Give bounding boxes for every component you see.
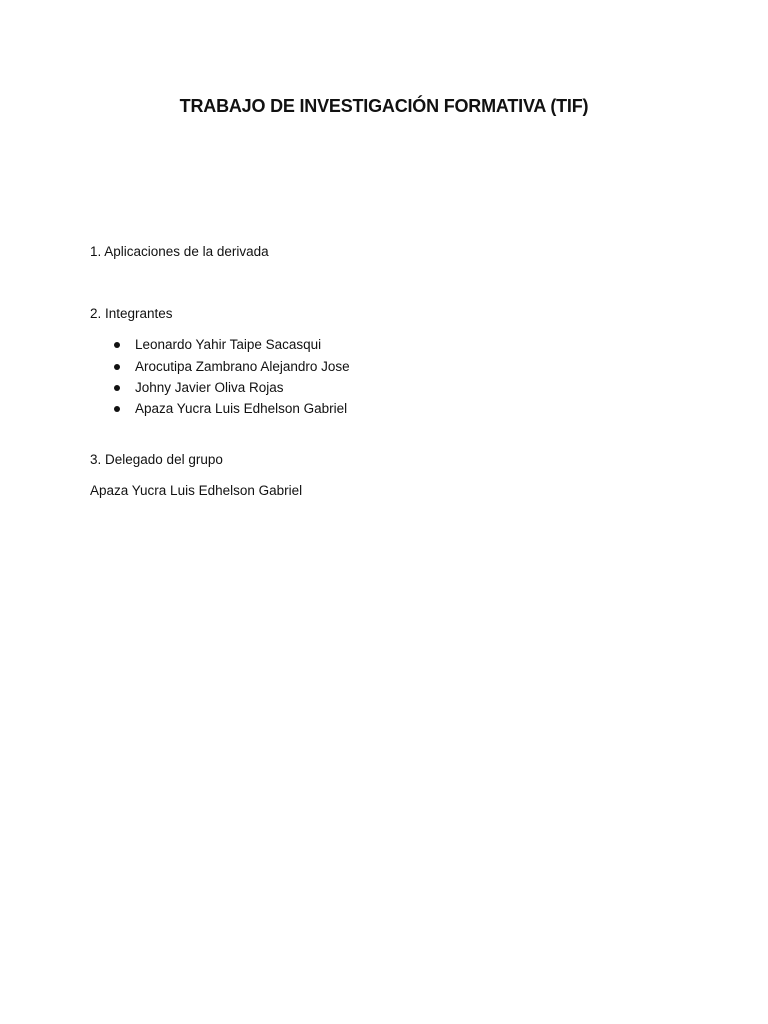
document-title: TRABAJO DE INVESTIGACIÓN FORMATIVA (TIF) xyxy=(179,96,589,116)
delegate-name: Apaza Yucra Luis Edhelson Gabriel xyxy=(90,483,303,498)
member-name: Arocutipa Zambrano Alejandro Jose xyxy=(135,359,350,374)
section-delegate-heading: 3. Delegado del grupo xyxy=(90,452,223,467)
list-item xyxy=(0,336,400,354)
list-item xyxy=(0,358,400,376)
member-name: Johny Javier Oliva Rojas xyxy=(135,380,284,395)
bullet-icon xyxy=(114,364,120,370)
bullet-icon xyxy=(114,406,120,412)
list-item xyxy=(0,400,400,418)
section-topic-heading: 1. Aplicaciones de la derivada xyxy=(90,244,269,259)
member-name: Leonardo Yahir Taipe Sacasqui xyxy=(135,337,322,352)
bullet-icon xyxy=(114,342,120,348)
bullet-icon xyxy=(114,385,120,391)
section-members-heading: 2. Integrantes xyxy=(90,306,173,321)
member-name: Apaza Yucra Luis Edhelson Gabriel xyxy=(135,401,348,416)
list-item xyxy=(0,379,400,397)
